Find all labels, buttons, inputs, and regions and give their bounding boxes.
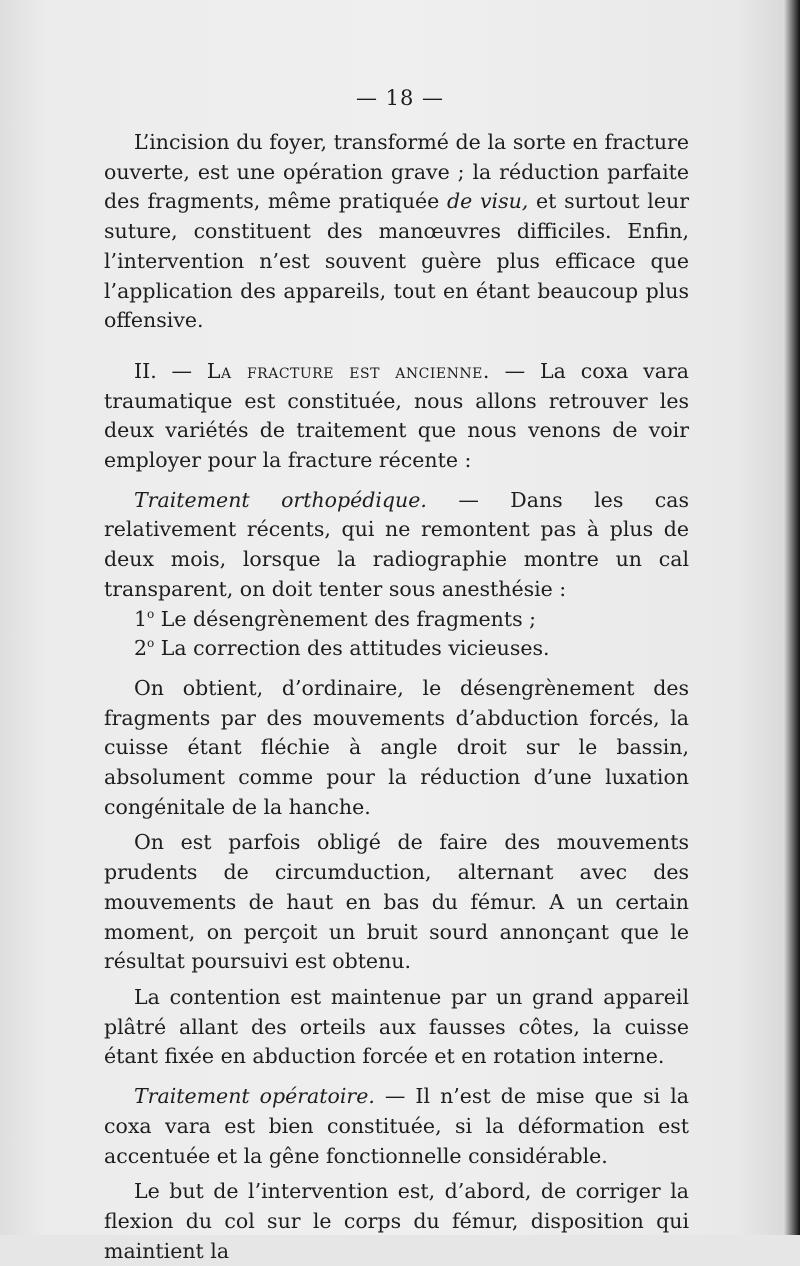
paragraph-incision [104,128,689,336]
paragraph-incision-text-b: et surtout leur suture, constituent des manœuvres difficiles. Enfin, l’intervention n’est souvent guère plus efficace que l’application des appareils, tout en étant beaucoup plus offensive. [104,189,690,333]
paragraph-incision-text-a: L’incision du foyer, transformé de la sorte en fracture ouverte, est une opération grave ; la réduction parfaite des fragments, même pratiquée [104,130,689,214]
section-numeral: II. — [134,358,207,383]
list-item-1 [104,605,689,635]
paragraph-fracture-ancienne-text: — La coxa vara traumatique est constituée, nous allons retrouver les deux variétés de traitement que nous venons de voir employer pour la fracture récente : [104,358,689,473]
list-item-2-text: La correction des attitudes vicieuses. [154,636,550,661]
paragraph-traitement-orthopedique [104,486,689,605]
subheading-orthopedique: Traitement orthopédique. [134,487,427,512]
list-item-1-number: 1 [134,606,148,631]
subheading-operatoire: Traitement opératoire. [134,1084,375,1109]
list-item-1-ordinal: o [147,606,155,621]
page-number: — 18 — [355,86,445,110]
paragraph-traitement-operatoire-text: — Il n’est de mise que si la coxa vara est bien constituée, si la déformation est accentuée et la gêne fonctionnelle considérable. [104,1084,689,1168]
body-text [104,128,689,1266]
paragraph-fracture-ancienne [104,357,689,476]
list-item-2 [104,634,689,664]
paragraph-contention: La contention est maintenue par un grand appareil plâtré allant des orteils aux fausses côtes, la cuisse étant fixée en abduction forcée et en rotation interne. [104,984,689,1069]
paragraph-traitement-orthopedique-text: — Dans les cas relativement récents, qui ne remontent pas à plus de deux mois, lorsque la radiographie montre un cal transparent, on doit tenter sous anesthésie : [104,487,690,601]
paragraph-circumduction: On est parfois obligé de faire des mouvements prudents de circumduction, alternant avec des mouvements de haut en bas du fémur. A un certain moment, on perçoit un bruit sourd annonçant que le résultat poursuivi est obtenu. [104,830,689,974]
list-item-2-ordinal: o [147,636,155,651]
paragraph-traitement-operatoire [104,1082,689,1171]
page-edge-shadow [784,0,800,1235]
section-heading: La fracture est ancienne. [206,358,490,383]
paragraph-desengrenement: On obtient, d’ordinaire, le désengrènement des fragments par des mouvements d’abduction forcés, la cuisse étant fléchie à angle droit sur le bassin, absolument comme pour la réduction d’une luxation congénitale de la hanche. [104,675,689,819]
paragraph-but-intervention: Le but de l’intervention est, d’abord, de corriger la flexion du col sur le corps du fémur, disposition qui maintient la [104,1179,689,1263]
paragraph-incision-italic: de visu, [447,189,529,214]
list-item-1-text: Le désengrènement des fragments ; [154,606,537,631]
list-item-2-number: 2 [134,636,148,661]
